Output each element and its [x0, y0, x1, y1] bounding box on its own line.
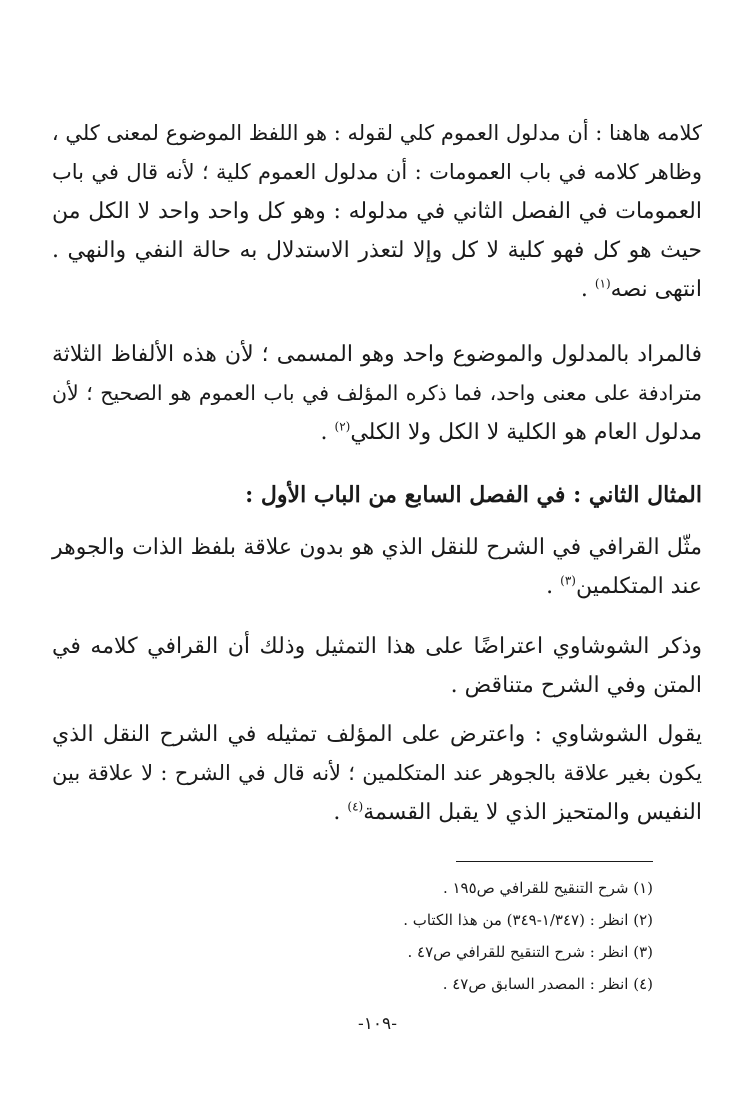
footnotes: [153, 872, 653, 1000]
line-text: مدلول العام هو الكلية لا الكل ولا الكلي: [350, 420, 702, 445]
line-text: انتهى نصه: [610, 277, 702, 302]
paragraph-5: [52, 715, 702, 832]
footnote-2: (٢) انظر : (١/٣٤٧-٣٤٩) من هذا الكتاب .: [403, 911, 653, 929]
text-line: [52, 567, 702, 606]
text-line: وظاهر كلامه في باب العمومات : أن مدلول العموم كلية ؛ لأنه قال في باب: [52, 160, 702, 184]
text-line: مثّل القرافي في الشرح للنقل الذي هو بدون علاقة بلفظ الذات والجوهر: [52, 535, 702, 560]
footnote-1: (١) شرح التنقيح للقرافي ص١٩٥ .: [442, 879, 653, 897]
line-end: .: [333, 800, 348, 825]
paragraph-1: [52, 114, 702, 309]
text-line: حيث هو كل فهو كلية لا كل وإلا لتعذر الاستدلال به حالة النفي والنهي .: [52, 238, 702, 263]
paragraph-2: [52, 335, 702, 452]
text-line: العمومات في الفصل الثاني في مدلوله : وهو كل واحد واحد لا الكل من: [52, 199, 702, 224]
heading-text: المثال الثاني : في الفصل السابع من الباب الأول :: [245, 482, 702, 508]
footnote-3: (٣) انظر : شرح التنقيح للقرافي ص٤٧ .: [407, 943, 653, 961]
section-heading: [52, 476, 702, 515]
paragraph-4: [52, 627, 702, 705]
footnote-4: (٤) انظر : المصدر السابق ص٤٧ .: [442, 975, 653, 993]
line-end: .: [320, 420, 335, 445]
line-end: .: [580, 277, 595, 302]
footnote-separator: [456, 861, 653, 862]
footnote-ref: (٣): [560, 573, 576, 588]
text-line: المتن وفي الشرح متناقض .: [450, 673, 702, 698]
line-text: عند المتكلمين: [575, 574, 702, 599]
line-end: .: [546, 574, 561, 599]
footnote-ref: (٢): [334, 419, 351, 434]
text-line: [52, 413, 702, 452]
text-line: وذكر الشوشاوي اعتراضًا على هذا التمثيل وذلك أن القرافي كلامه في: [52, 634, 702, 659]
page-number: -١٠٩-: [358, 1014, 397, 1034]
text-line: يكون بغير علاقة بالجوهر عند المتكلمين ؛ لأنه قال في الشرح : لا علاقة بين: [52, 761, 702, 785]
footnote-ref: (٤): [347, 799, 364, 814]
footnote-ref: (١): [594, 276, 611, 291]
paragraph-3: [52, 528, 702, 606]
text-line: [52, 793, 702, 832]
text-line: كلامه هاهنا : أن مدلول العموم كلي لقوله : هو اللفظ الموضوع لمعنى كلي ،: [51, 121, 702, 145]
text-line: فالمراد بالمدلول والموضوع واحد وهو المسمى ؛ لأن هذه الألفاظ الثلاثة: [52, 342, 702, 367]
line-text: النفيس والمتحيز الذي لا يقبل القسمة: [363, 800, 702, 825]
text-line: يقول الشوشاوي : واعترض على المؤلف تمثيله في الشرح النقل الذي: [52, 722, 702, 747]
text-line: [52, 270, 702, 309]
text-line: مترادفة على معنى واحد، فما ذكره المؤلف في باب العموم هو الصحيح ؛ لأن: [52, 381, 702, 405]
